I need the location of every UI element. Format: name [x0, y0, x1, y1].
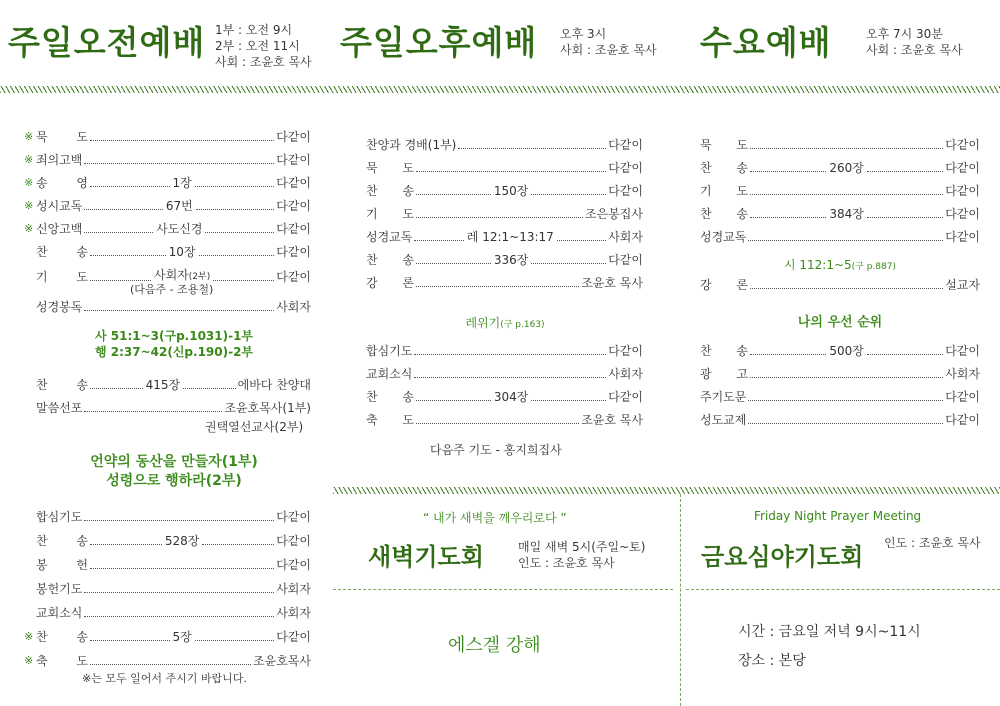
order-row [700, 206, 980, 222]
order-label: 기 도 [700, 184, 748, 198]
order-leader: 다같이 [945, 207, 980, 221]
order-label: 찬 송 [36, 378, 88, 392]
order-detail: 10장 [168, 245, 196, 259]
afternoon-info-line: 사회 : 조윤호 목사 [560, 43, 657, 57]
wednesday-sermon-row [700, 277, 980, 293]
order-row [24, 509, 311, 525]
order-label: 묵 도 [366, 161, 414, 175]
order-leader: 다같이 [945, 344, 980, 358]
order-detail: 5장 [172, 630, 192, 644]
order-detail: 415장 [145, 378, 181, 392]
afternoon-info-line: 오후 3시 [560, 27, 607, 41]
dot-leader [867, 354, 943, 355]
morning-info-line: 사회 : 조윤호 목사 [215, 55, 312, 69]
standing-mark: ※ [24, 199, 34, 212]
order-label: 성시교독 [36, 199, 83, 213]
dot-leader [196, 209, 274, 210]
morning-info-line: 1부 : 오전 9시 [215, 23, 293, 37]
dawn-prayer-info [518, 539, 645, 571]
friday-prayer-info: 인도 : 조윤호 목사 [884, 536, 981, 550]
order-label: 성도교제 [700, 413, 747, 427]
order-row [366, 252, 643, 268]
order-row [24, 198, 311, 214]
order-leader: 다같이 [945, 390, 980, 404]
dot-leader [84, 232, 153, 233]
dawn-prayer-title: 새벽기도회 [368, 543, 484, 571]
dot-leader [416, 423, 579, 424]
wednesday-sermon-title: 나의 우선 순위 [797, 315, 883, 330]
order-leader: 조윤호 목사 [581, 413, 643, 427]
order-leader: 사회자 [276, 300, 311, 314]
sermon-title-line: 성령으로 행하라(2부) [106, 473, 242, 489]
order-leader: 에바다 찬양대 [237, 378, 311, 392]
order-row [24, 175, 311, 191]
order-label: 성경교독 [700, 230, 747, 244]
dot-leader [531, 263, 606, 264]
standing-mark: ※ [24, 176, 34, 189]
morning-hymn-row [36, 377, 311, 393]
order-leader: 다같이 [276, 153, 311, 167]
afternoon-next-prayer: 다음주 기도 - 홍지희집사 [430, 443, 562, 457]
order-label: 교회소식 [366, 367, 413, 381]
order-label: 묵 도 [700, 138, 748, 152]
dot-leader [90, 544, 162, 545]
morning-service-info [215, 22, 312, 70]
order-label: 찬 송 [366, 253, 414, 267]
order-label: 강 론 [366, 276, 414, 290]
order-leader: 다같이 [276, 130, 311, 144]
order-leader: 다같이 [276, 199, 311, 213]
dot-leader [557, 240, 606, 241]
order-label: 기 도 [366, 207, 414, 221]
morning-scripture-refs [24, 328, 324, 360]
dot-leader [748, 400, 943, 401]
order-detail: 336장 [493, 253, 529, 267]
standing-mark: ※ [24, 654, 34, 667]
header-divider [0, 86, 1000, 93]
order-row [700, 366, 980, 382]
dot-leader [90, 186, 170, 187]
order-label: 기 도 [36, 270, 88, 284]
order-label: 성경교독 [366, 230, 413, 244]
order-leader: 다같이 [945, 161, 980, 175]
ref-page: (구 p.163) [500, 320, 545, 330]
order-label: 찬 송 [36, 630, 88, 644]
morning-sermon-leader-2: 권택열선교사(2부) [205, 420, 304, 434]
order-label: 광 고 [700, 367, 748, 381]
order-detail: 384장 [829, 207, 864, 221]
wednesday-service-title: 수요예배 [700, 23, 832, 62]
scripture-ref: 행 2:37~42(신p.190)-2부 [94, 345, 254, 359]
order-detail: 사도신경 [156, 222, 203, 236]
order-label: 찬 송 [36, 534, 88, 548]
dot-leader [750, 354, 826, 355]
order-leader: 다같이 [276, 222, 311, 236]
standing-mark: ※ [24, 153, 34, 166]
order-row [366, 389, 643, 405]
order-label: 묵 도 [36, 130, 88, 144]
order-label: 신앙고백 [36, 222, 83, 236]
dot-leader [748, 240, 943, 241]
dot-leader [84, 209, 162, 210]
order-label: 합심기도 [36, 510, 83, 524]
morning-prayer-note: (다음주 - 조용철) [130, 283, 214, 296]
morning-sermon-title [24, 453, 324, 491]
order-leader: 다같이 [608, 138, 643, 152]
dot-leader [84, 616, 274, 617]
order-leader: 다같이 [276, 245, 311, 259]
order-detail: 304장 [493, 390, 529, 404]
order-leader: 사회자 [276, 606, 311, 620]
order-leader: 다같이 [608, 344, 643, 358]
order-label: 송 영 [36, 176, 88, 190]
order-leader: 다같이 [945, 184, 980, 198]
order-detail: 260장 [829, 161, 864, 175]
order-row [24, 653, 311, 669]
scripture-ref: 사 51:1~3(구p.1031)-1부 [94, 329, 254, 343]
dot-leader [416, 194, 491, 195]
dot-leader [199, 255, 275, 256]
order-leader: 다같이 [608, 390, 643, 404]
dot-leader [213, 280, 274, 281]
order-detail: 500장 [829, 344, 864, 358]
order-label: 강 론 [700, 278, 748, 292]
order-label: 합심기도 [366, 344, 413, 358]
dot-leader [84, 592, 274, 593]
dot-leader [84, 520, 274, 521]
order-leader: 다같이 [945, 230, 980, 244]
dot-leader [84, 411, 222, 412]
order-label: 찬 송 [366, 390, 414, 404]
order-row [700, 229, 980, 245]
dot-leader [416, 217, 583, 218]
friday-time: 시간 : 금요일 저녁 9시~11시 [738, 624, 921, 640]
dot-leader [195, 640, 275, 641]
bottom-divider [333, 487, 1000, 494]
dot-leader [205, 232, 274, 233]
order-detail: 1장 [172, 176, 192, 190]
dot-leader [750, 194, 943, 195]
order-label: 축 도 [36, 654, 88, 668]
dot-leader [750, 377, 943, 378]
standing-mark: ※ [24, 630, 34, 643]
order-row [24, 221, 311, 237]
dot-leader [750, 148, 943, 149]
sermon-title-line: 언약의 동산을 만들자(1부) [90, 454, 258, 470]
morning-info-line: 2부 : 오전 11시 [215, 39, 300, 53]
morning-service-title: 주일오전예배 [8, 23, 206, 62]
friday-place: 장소 : 본당 [738, 653, 806, 669]
order-row [366, 343, 643, 359]
dot-leader [750, 288, 943, 289]
order-row [24, 605, 311, 621]
dot-leader [195, 186, 275, 187]
dot-leader [748, 423, 943, 424]
order-leader: 다같이 [276, 558, 311, 572]
friday-subtitle: Friday Night Prayer Meeting [754, 509, 922, 523]
order-leader: 다같이 [276, 270, 312, 284]
order-leader: 조윤호목사 [253, 654, 311, 668]
morning-sermon-row [36, 400, 311, 416]
dot-leader [867, 217, 943, 218]
order-leader: 사회자 [276, 582, 311, 596]
order-leader: 다같이 [276, 510, 311, 524]
wednesday-service-info [866, 26, 963, 58]
friday-prayer-title: 금요심야기도회 [701, 543, 864, 571]
dot-leader [414, 354, 606, 355]
order-leader: 조윤호목사(1부) [224, 401, 311, 415]
order-label: 찬 송 [366, 184, 414, 198]
dot-leader [750, 217, 826, 218]
dawn-info-line: 인도 : 조윤호 목사 [518, 556, 615, 570]
dot-leader [202, 544, 274, 545]
standing-mark: ※ [24, 130, 34, 143]
order-leader: 조윤호 목사 [581, 276, 643, 290]
afternoon-scripture-ref [365, 314, 645, 331]
dawn-divider [333, 589, 673, 590]
dot-leader [458, 148, 606, 149]
order-row [366, 206, 643, 222]
dot-leader [531, 400, 606, 401]
order-leader: 다같이 [276, 630, 312, 644]
order-leader: 사회자 [608, 367, 643, 381]
order-leader: 사회자 [608, 230, 643, 244]
order-label: 죄의고백 [36, 153, 83, 167]
order-row [700, 137, 980, 153]
order-label: 찬 송 [36, 245, 88, 259]
dawn-quote: “ 내가 새벽을 깨우리로다 ” [423, 511, 567, 525]
dot-leader [90, 255, 166, 256]
order-label: 교회소식 [36, 606, 83, 620]
order-row [24, 581, 311, 597]
order-label: 찬양과 경배(1부) [366, 138, 457, 152]
order-leader: 다같이 [608, 184, 643, 198]
order-label: 말씀선포 [36, 401, 83, 415]
friday-divider [686, 589, 1000, 590]
wednesday-info-line: 사회 : 조윤호 목사 [866, 43, 963, 57]
order-leader: 다같이 [945, 413, 980, 427]
section-vertical-divider [680, 494, 681, 706]
order-row [366, 412, 643, 428]
order-label: 봉 헌 [36, 558, 88, 572]
order-label: 주기도문 [700, 390, 747, 404]
order-row [366, 137, 643, 153]
dot-leader [90, 568, 274, 569]
dot-leader [531, 194, 606, 195]
dot-leader [416, 263, 491, 264]
dot-leader [750, 171, 826, 172]
ref-page: (구 p.887) [851, 262, 897, 272]
dawn-info-line: 매일 새벽 5시(주일~토) [518, 540, 646, 554]
dot-leader [416, 171, 606, 172]
order-label: 찬 송 [700, 161, 748, 175]
order-leader: 다같이 [608, 253, 643, 267]
order-leader: 조은봉집사 [585, 207, 643, 221]
order-leader: 설교자 [945, 278, 980, 292]
order-label: 봉헌기도 [36, 582, 83, 596]
dot-leader [416, 400, 491, 401]
dot-leader [90, 664, 251, 665]
order-row [24, 557, 311, 573]
order-row [700, 343, 980, 359]
afternoon-service-info [560, 26, 657, 58]
dot-leader [867, 171, 943, 172]
order-leader: 다같이 [276, 534, 311, 548]
dot-leader [183, 388, 236, 389]
wednesday-scripture-ref [700, 256, 980, 273]
order-leader: 다같이 [608, 161, 643, 175]
order-detail: 528장 [164, 534, 200, 548]
ref-text: 시 112:1~5 [783, 258, 852, 272]
order-detail: 레 12:1~13:17 [466, 230, 554, 244]
afternoon-service-title: 주일오후예배 [340, 23, 538, 62]
order-leader: 다같이 [945, 138, 980, 152]
order-row [366, 366, 643, 382]
order-row [700, 160, 980, 176]
order-label: 찬 송 [700, 344, 748, 358]
dot-leader [84, 310, 274, 311]
order-label: 찬 송 [700, 207, 748, 221]
dot-leader [416, 286, 579, 287]
standing-mark: ※ [24, 222, 34, 235]
order-leader: 다같이 [276, 176, 312, 190]
order-detail: 150장 [493, 184, 529, 198]
wednesday-info-line: 오후 7시 30분 [866, 27, 943, 41]
ref-text: 레위기 [465, 316, 501, 330]
order-row [366, 183, 643, 199]
order-detail: 67번 [165, 199, 193, 213]
order-row [366, 275, 643, 291]
morning-scripture-row [36, 299, 311, 315]
order-detail: 사회자(2부) [154, 268, 211, 282]
morning-footnote: ※는 모두 일어서 주시기 바랍니다. [82, 672, 247, 685]
order-row [700, 183, 980, 199]
order-row [700, 412, 980, 428]
order-label: 성경봉독 [36, 300, 83, 314]
order-row [24, 129, 311, 145]
order-row [24, 533, 311, 549]
dot-leader [90, 388, 143, 389]
dot-leader [90, 640, 170, 641]
order-leader: 사회자 [945, 367, 980, 381]
dot-leader [414, 377, 606, 378]
order-row [24, 629, 311, 645]
order-label: 축 도 [366, 413, 414, 427]
order-row [700, 389, 980, 405]
order-row [24, 152, 311, 168]
dawn-topic: 에스겔 강해 [448, 635, 541, 656]
order-row [24, 244, 311, 260]
dot-leader [84, 163, 274, 164]
dot-leader [414, 240, 463, 241]
order-row [366, 160, 643, 176]
order-row [366, 229, 643, 245]
dot-leader [90, 140, 274, 141]
